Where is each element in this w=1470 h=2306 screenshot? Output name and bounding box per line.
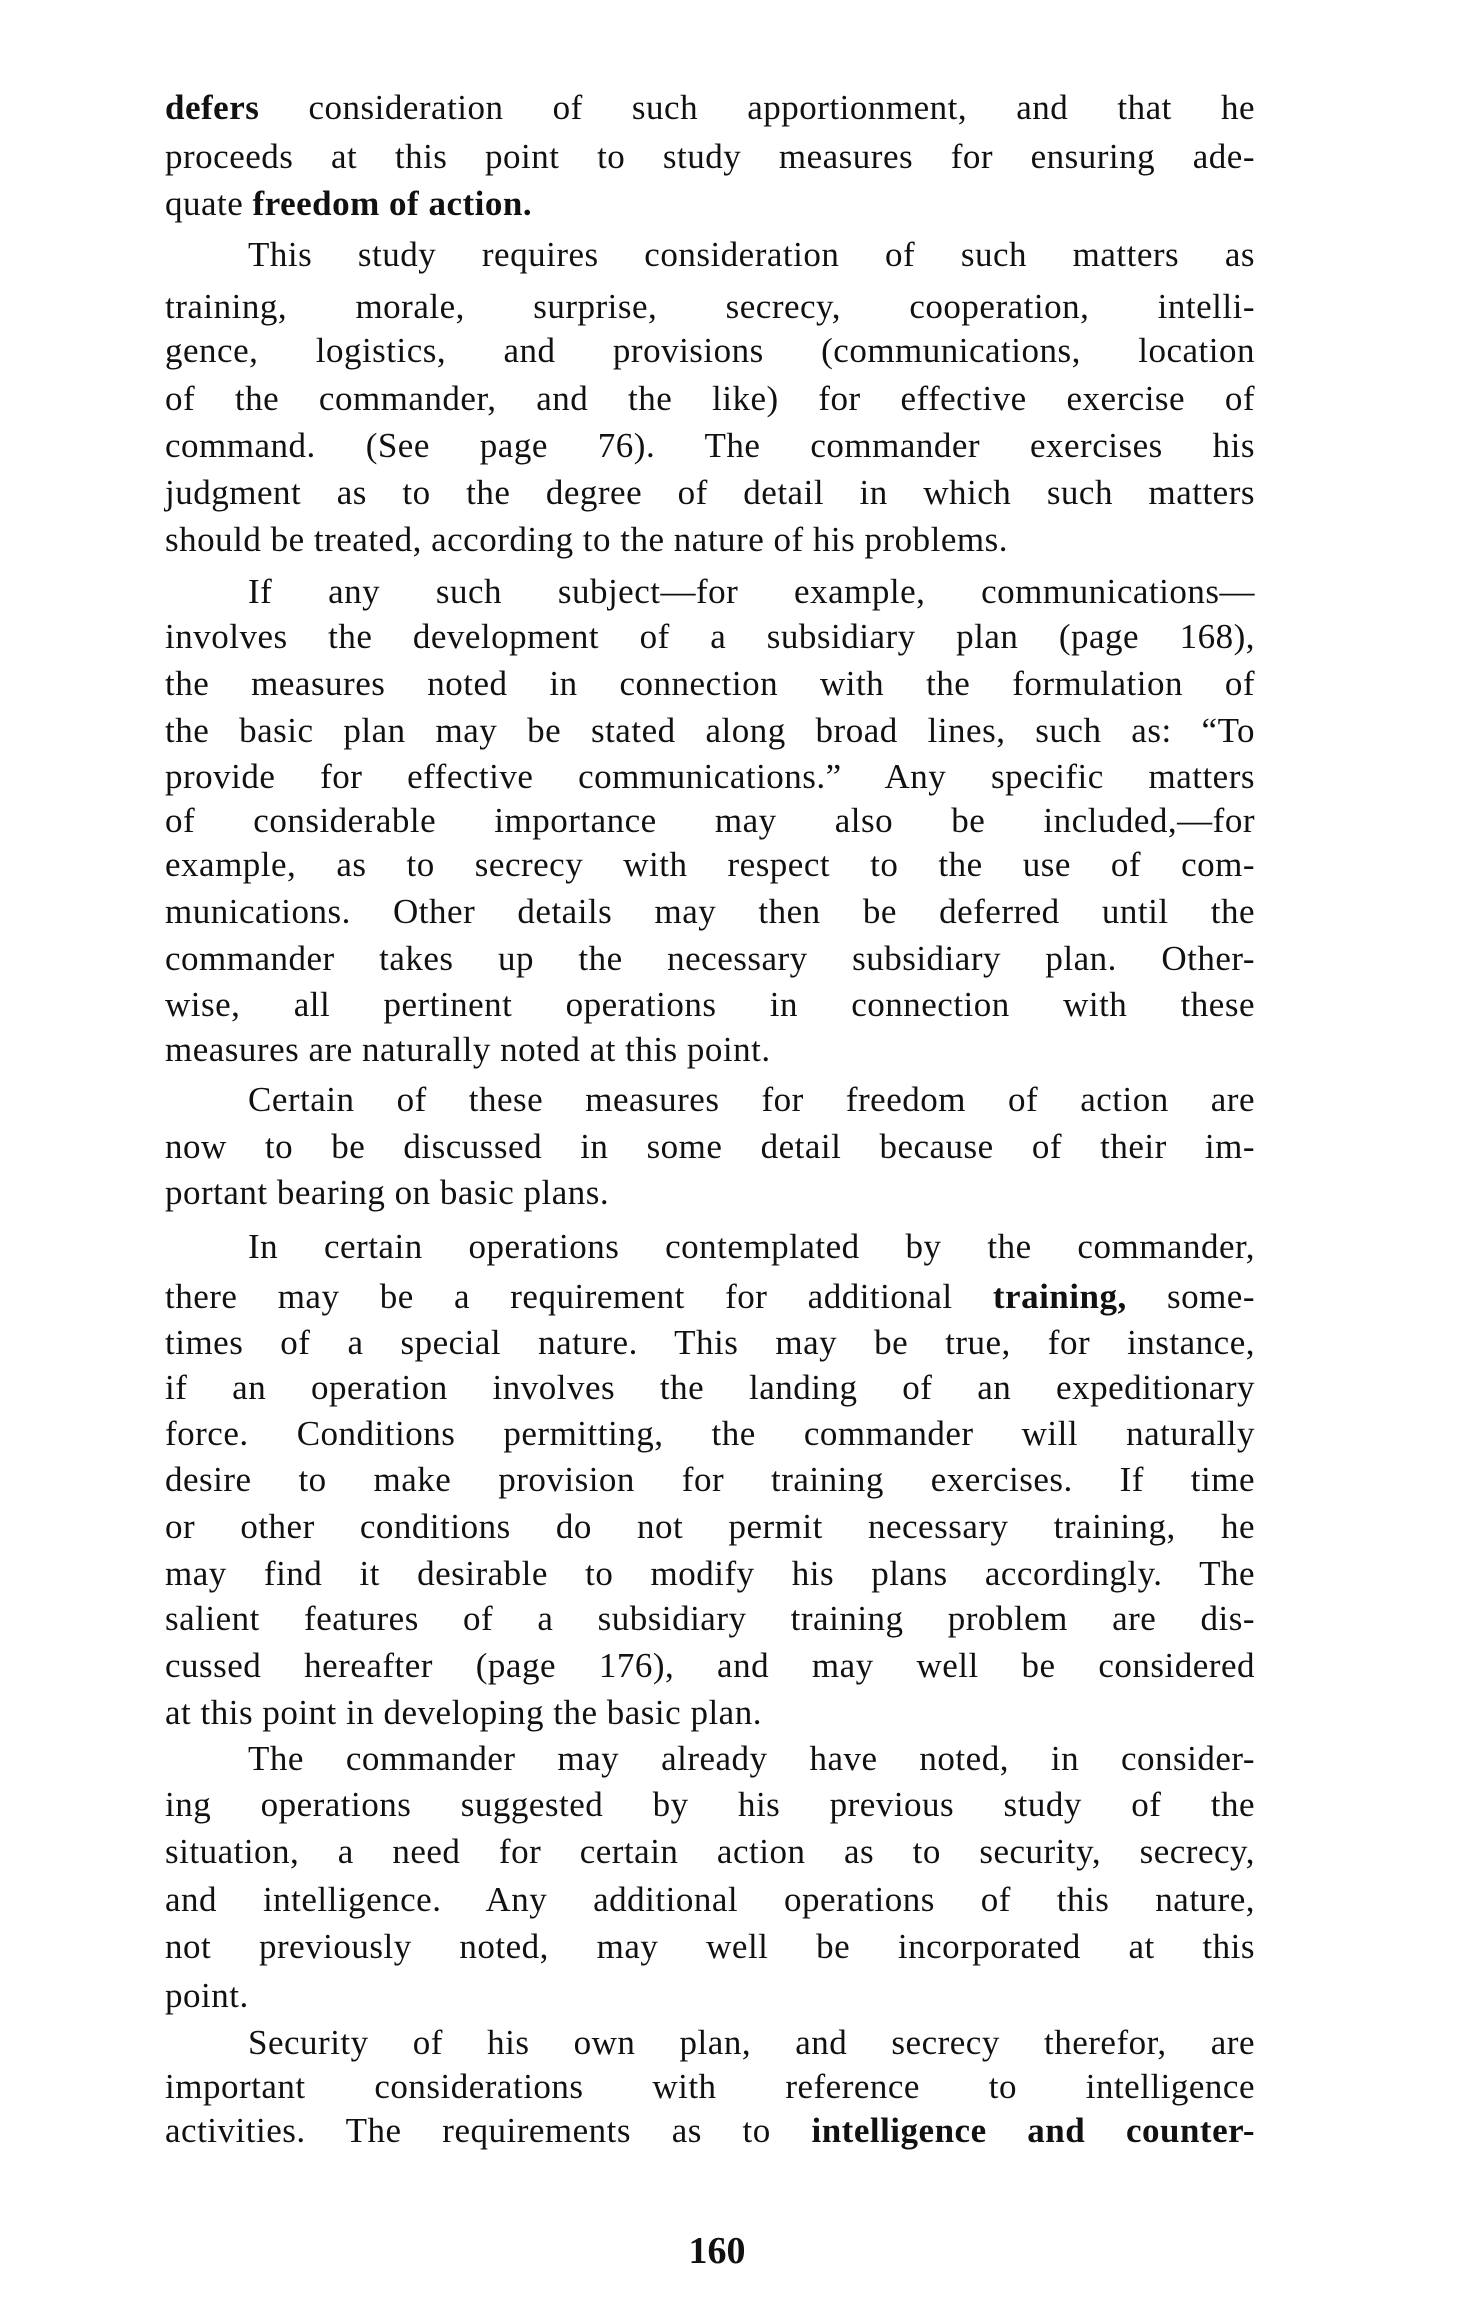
text-line	[165, 2065, 1255, 2109]
text-run: salient features of a subsidiary training problem are dis-	[165, 1599, 1255, 1638]
text-line	[165, 285, 1255, 329]
text-run: or other conditions do not permit necessary training, he	[165, 1507, 1255, 1546]
text-run: example, as to secrecy with respect to the use of com-	[165, 845, 1255, 884]
text-run: should be treated, according to the nature of his problems.	[165, 520, 1009, 559]
text-run: portant bearing on basic plans.	[165, 1173, 610, 1212]
text-line	[165, 799, 1255, 843]
text-run: proceeds at this point to study measures for ensuring ade-	[165, 137, 1255, 176]
text-line	[165, 1783, 1255, 1827]
text-line	[165, 1321, 1255, 1365]
text-line	[248, 1737, 1255, 1781]
text-run: cussed hereafter (page 176), and may well be considered	[165, 1646, 1255, 1685]
text-line	[165, 182, 1255, 226]
text-line	[165, 471, 1255, 515]
text-line	[165, 135, 1255, 179]
text-run: at this point in developing the basic plan.	[165, 1693, 762, 1732]
text-line	[165, 1505, 1255, 1549]
text-line	[165, 1028, 1255, 1072]
text-run: If any such subject—for example, communications—	[248, 572, 1255, 611]
text-line	[165, 424, 1255, 468]
text-run: not previously noted, may well be incorporated at this	[165, 1927, 1255, 1966]
text-run: provide for effective communications.” Any specific matters	[165, 757, 1255, 796]
text-line	[165, 937, 1255, 981]
text-run: there may be a requirement for additional	[165, 1277, 993, 1316]
text-run: wise, all pertinent operations in connection with these	[165, 985, 1255, 1024]
text-line	[165, 1412, 1255, 1456]
text-line	[165, 1878, 1255, 1922]
text-line	[165, 1925, 1255, 1969]
text-run: commander takes up the necessary subsidiary plan. Other-	[165, 939, 1255, 978]
text-run: In certain operations contemplated by the commander,	[248, 1227, 1255, 1266]
text-run: important considerations with reference to intelligence	[165, 2067, 1255, 2106]
text-line	[165, 1275, 1255, 1319]
text-line	[165, 1691, 1255, 1735]
text-line	[165, 518, 1255, 562]
text-run: desire to make provision for training exercises. If time	[165, 1460, 1255, 1499]
text-run: of the commander, and the like) for effective exercise of	[165, 379, 1255, 418]
text-run: judgment as to the degree of detail in which such matters	[165, 473, 1255, 512]
text-line	[165, 1597, 1255, 1641]
text-run: consideration of such apportionment, and that he	[259, 88, 1255, 127]
text-line	[165, 1552, 1255, 1596]
text-line	[165, 1644, 1255, 1688]
text-line	[165, 662, 1255, 706]
text-run: of considerable importance may also be included,—for	[165, 801, 1255, 840]
text-line	[165, 890, 1255, 934]
text-run: Security of his own plan, and secrecy therefor, are	[248, 2023, 1255, 2062]
text-line	[165, 2109, 1255, 2153]
text-line	[165, 1171, 1255, 1215]
text-run: gence, logistics, and provisions (communications, location	[165, 331, 1255, 370]
text-line	[165, 1366, 1255, 1410]
bold-text: defers	[165, 88, 260, 127]
text-run: ing operations suggested by his previous study of the	[165, 1785, 1255, 1824]
text-line	[165, 755, 1255, 799]
text-line	[165, 709, 1255, 753]
text-run: involves the development of a subsidiary plan (page 168),	[165, 617, 1255, 656]
text-line	[165, 1830, 1255, 1874]
text-run: now to be discussed in some detail because of their im-	[165, 1127, 1255, 1166]
text-line	[165, 615, 1255, 659]
text-line	[165, 843, 1255, 887]
text-line	[248, 1225, 1255, 1269]
text-line	[165, 1125, 1255, 1169]
text-run: training, morale, surprise, secrecy, cooperation, intelli-	[165, 287, 1255, 326]
text-run: some-	[1126, 1277, 1256, 1316]
text-run: point.	[165, 1976, 249, 2015]
text-run: the basic plan may be stated along broad lines, such as: “To	[165, 711, 1255, 750]
text-run: situation, a need for certain action as to security, secrecy,	[165, 1832, 1255, 1871]
text-run: The commander may already have noted, in consider-	[248, 1739, 1255, 1778]
text-run: quate	[165, 184, 253, 223]
text-run: times of a special nature. This may be true, for instance,	[165, 1323, 1255, 1362]
text-line	[165, 1458, 1255, 1502]
text-line	[165, 377, 1255, 421]
text-run: if an operation involves the landing of an expeditionary	[165, 1368, 1255, 1407]
bold-text: freedom of action.	[252, 184, 533, 223]
text-line	[248, 1078, 1255, 1122]
text-run: the measures noted in connection with the formulation of	[165, 664, 1255, 703]
text-line	[165, 1974, 1255, 2018]
text-line	[248, 2021, 1255, 2065]
text-run: measures are naturally noted at this point.	[165, 1030, 771, 1069]
text-line	[248, 233, 1255, 277]
text-run: munications. Other details may then be deferred until the	[165, 892, 1255, 931]
text-run: command. (See page 76). The commander exercises his	[165, 426, 1255, 465]
text-line	[248, 570, 1255, 614]
text-line	[165, 329, 1255, 373]
page-number	[0, 2228, 1470, 2274]
text-run: This study requires consideration of such matters as	[248, 235, 1255, 274]
text-run: may find it desirable to modify his plans accordingly. The	[165, 1554, 1255, 1593]
text-run: activities. The requirements as to	[165, 2111, 812, 2150]
text-run: Certain of these measures for freedom of action are	[248, 1080, 1255, 1119]
bold-text: intelligence and counter-	[811, 2111, 1255, 2150]
text-line	[165, 983, 1255, 1027]
text-run: and intelligence. Any additional operations of this nature,	[165, 1880, 1255, 1919]
text-run: force. Conditions permitting, the commander will naturally	[165, 1414, 1255, 1453]
bold-text: training,	[992, 1277, 1127, 1316]
page-number-label: 160	[688, 2230, 746, 2272]
text-line	[165, 86, 1255, 130]
